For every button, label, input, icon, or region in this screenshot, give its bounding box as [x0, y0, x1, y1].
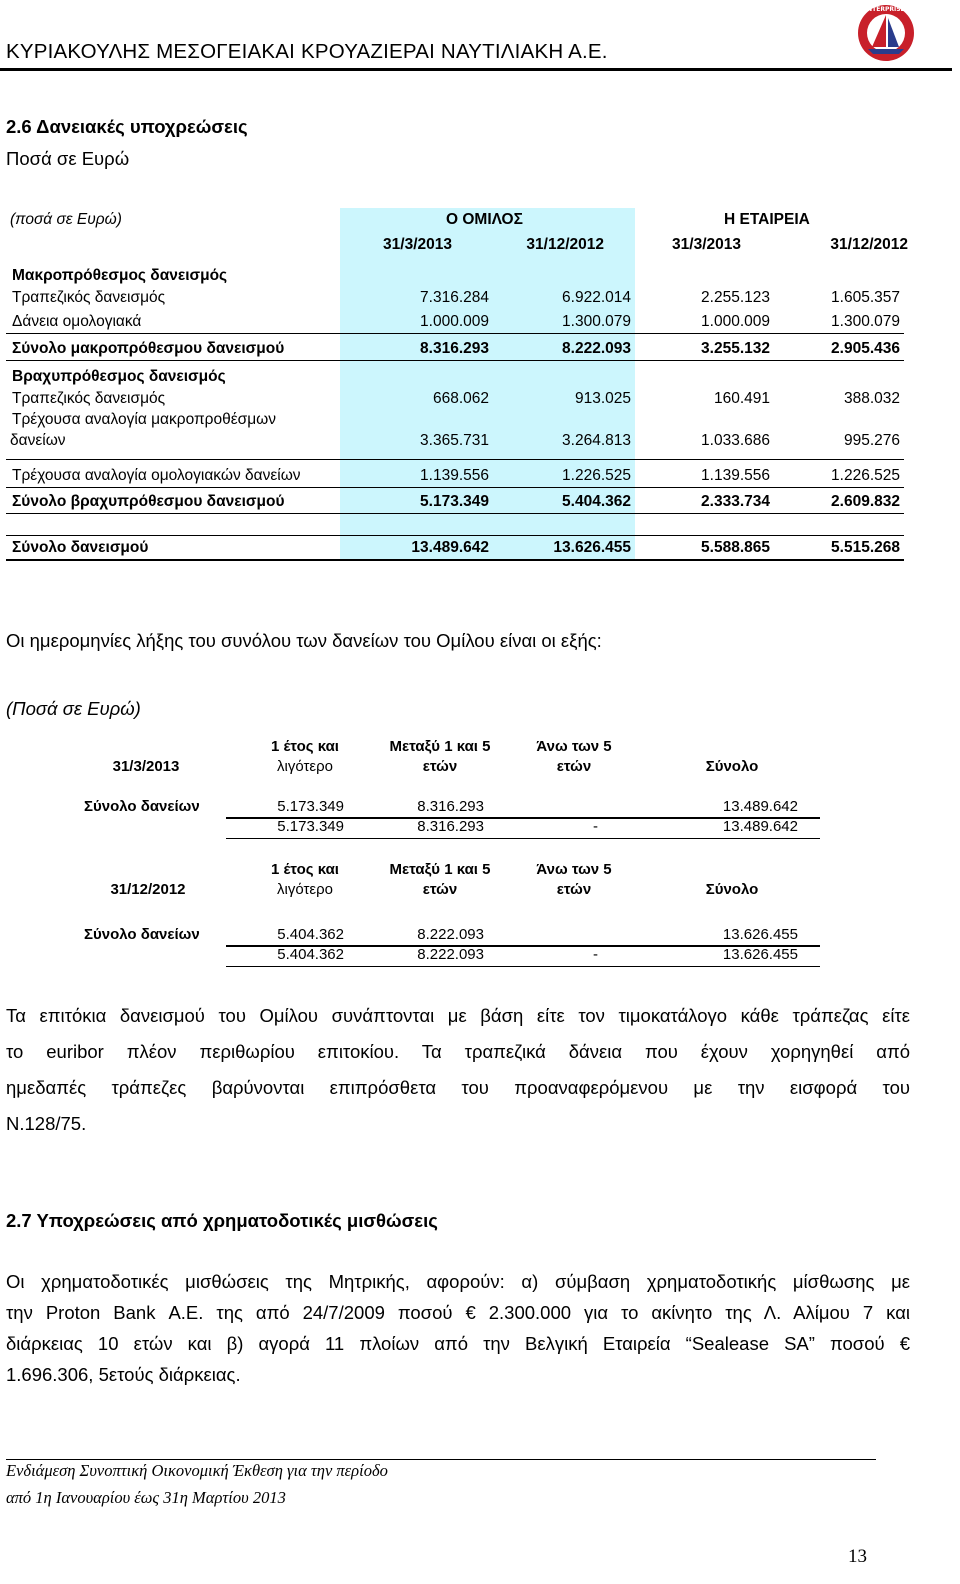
col-header-1to5-sub: ετών	[422, 758, 458, 775]
col-header-1y-sub: λιγότερο	[277, 881, 333, 898]
table-cell: 1.605.357	[831, 289, 900, 306]
block-date: 31/12/2012	[110, 881, 186, 898]
row-label: Σύνολο δανείων	[84, 798, 200, 815]
row-label: Τραπεζικός δανεισμός	[12, 390, 166, 407]
table-cell: 5.173.349	[277, 818, 344, 835]
table-cell: 5.404.362	[277, 926, 344, 943]
row-divider	[6, 459, 904, 460]
col-header-1to5: Μεταξύ 1 και 5	[389, 861, 491, 878]
table-cell: 8.316.293	[420, 340, 489, 357]
col-header-over5-sub: ετών	[556, 881, 592, 898]
table-cell: 1.300.079	[831, 313, 900, 330]
loans-table	[6, 208, 910, 564]
table-cell: 995.276	[843, 432, 900, 449]
table-cell: 1.000.009	[701, 313, 770, 330]
block-date: 31/3/2013	[112, 758, 180, 775]
col-header: 31/12/2012	[830, 236, 908, 253]
row-divider	[6, 487, 904, 488]
table-cell: 1.033.686	[701, 432, 770, 449]
row-label: δανείων	[10, 432, 66, 449]
table-cell: 1.139.556	[420, 467, 489, 484]
table-cell: 5.404.362	[562, 493, 631, 510]
row-label: Σύνολο δανεισμού	[12, 539, 149, 556]
table-cell: 13.626.455	[722, 926, 798, 943]
maturity-table	[6, 736, 820, 974]
col-header-1to5-sub: ετών	[422, 881, 458, 898]
para-line: Ν.128/75.	[6, 1113, 87, 1134]
section-title-leases: 2.7 Υποχρεώσεις από χρηματοδοτικές μισθώσεις	[6, 1210, 438, 1231]
table-cell: 2.255.123	[701, 289, 770, 306]
table-cell: 1.226.525	[831, 467, 900, 484]
table-cell: 2.333.734	[701, 493, 770, 510]
row-label: Σύνολο βραχυπρόθεσμου δανεισμού	[12, 493, 285, 510]
table-cell: 3.255.132	[701, 340, 770, 357]
table-cell: 6.922.014	[562, 289, 631, 306]
row-divider	[226, 966, 820, 967]
col-header-total: Σύνολο	[705, 758, 759, 775]
row-label: Τρέχουσα αναλογία μακροπροθέσμων	[12, 411, 276, 428]
col-header-1y: 1 έτος και	[271, 861, 339, 878]
col-header-over5: Άνω των 5	[536, 861, 612, 878]
table-cell: 913.025	[574, 390, 631, 407]
table-cell: 13.489.642	[722, 818, 798, 835]
table-cell: 1.139.556	[701, 467, 770, 484]
maturity-intro: Οι ημερομηνίες λήξης του συνόλου των δανείων του Ομίλου είναι οι εξής:	[6, 630, 602, 651]
para-line: την Proton Bank Α.Ε. της από 24/7/2009 ποσού € 2.300.000 για το ακίνητο της Λ. Αλίμου 7 και	[6, 1302, 910, 1323]
footer-divider	[6, 1459, 876, 1460]
long-term-heading: Μακροπρόθεσμος δανεισμός	[12, 267, 228, 284]
company-name: ΚΥΡΙΑΚΟΥΛΗΣ ΜΕΣΟΓΕΙΑΚΑΙ ΚΡΟΥΑΖΙΕΡΑΙ ΝΑΥΤΙΛΙΑΚΗ Α.Ε.	[6, 40, 608, 63]
table-cell: 13.626.455	[553, 539, 631, 556]
company-header: Η ΕΤΑΙΡΕΙΑ	[724, 211, 810, 228]
table-unit-label: (ποσά σε Ευρώ)	[10, 211, 122, 228]
header-divider	[0, 68, 952, 71]
para-line: το euribor πλέον περιθωρίου επιτοκίου. Τα τραπεζικά δάνεια που έχουν χορηγηθεί από	[6, 1041, 910, 1062]
table-cell: 1.300.079	[562, 313, 631, 330]
table-cell: -	[593, 818, 598, 835]
short-term-heading: Βραχυπρόθεσμος δανεισμός	[12, 368, 226, 385]
group-header: Ο ΟΜΙΛΟΣ	[446, 211, 523, 228]
table-cell: 13.489.642	[722, 798, 798, 815]
col-header-1y: 1 έτος και	[271, 738, 339, 755]
table-cell: 13.626.455	[722, 946, 798, 963]
col-header: 31/12/2012	[526, 236, 604, 253]
table-cell: 5.588.865	[701, 539, 770, 556]
table-cell: 1.226.525	[562, 467, 631, 484]
table-cell: 3.365.731	[420, 432, 489, 449]
table-cell: 5.173.349	[277, 798, 344, 815]
row-divider	[6, 535, 904, 536]
col-header-total: Σύνολο	[705, 881, 759, 898]
page-number: 13	[848, 1546, 867, 1567]
table-cell: 668.062	[432, 390, 489, 407]
col-header: 31/3/2013	[383, 236, 452, 253]
table-cell: 2.609.832	[831, 493, 900, 510]
table-cell: -	[593, 946, 598, 963]
row-label: Δάνεια ομολογιακά	[12, 313, 142, 330]
section-subtitle-currency: Ποσά σε Ευρώ	[6, 148, 130, 169]
table-bottom-border	[6, 559, 904, 561]
row-divider	[226, 838, 820, 839]
table-cell: 8.222.093	[562, 340, 631, 357]
row-label: Σύνολο μακροπρόθεσμου δανεισμού	[12, 340, 285, 357]
row-label: Τρέχουσα αναλογία ομολογιακών δανείων	[12, 467, 301, 484]
maturity-unit: (Ποσά σε Ευρώ)	[6, 698, 141, 719]
svg-text:ENTERPRISES: ENTERPRISES	[863, 6, 909, 13]
table-cell: 2.905.436	[831, 340, 900, 357]
section-title-loans: 2.6 Δανειακές υποχρεώσεις	[6, 116, 248, 137]
row-divider	[6, 360, 904, 361]
table-cell: 13.489.642	[411, 539, 489, 556]
table-cell: 3.264.813	[562, 432, 631, 449]
para-line: 1.696.306, 5ετούς διάρκειας.	[6, 1364, 241, 1385]
para-line: διάρκειας 10 ετών και β) αγορά 11 πλοίων από την Βελγική Εταιρεία “Sealease SA” ποσού €	[6, 1333, 910, 1354]
interest-paragraph	[6, 998, 910, 1142]
table-cell: 388.032	[843, 390, 900, 407]
table-cell: 8.316.293	[417, 818, 484, 835]
table-cell: 7.316.284	[420, 289, 489, 306]
table-cell: 1.000.009	[420, 313, 489, 330]
col-header: 31/3/2013	[672, 236, 741, 253]
table-cell: 5.173.349	[420, 493, 489, 510]
row-label: Σύνολο δανείων	[84, 926, 200, 943]
para-line: ημεδαπές τράπεζες βαρύνονται επιπρόσθετα του προαναφερόμενου με την εισφορά του	[6, 1077, 910, 1098]
table-cell: 5.515.268	[831, 539, 900, 556]
sailboat-logo-icon	[852, 2, 922, 64]
row-label: Τραπεζικός δανεισμός	[12, 289, 166, 306]
table-cell: 8.316.293	[417, 798, 484, 815]
table-cell: 5.404.362	[277, 946, 344, 963]
para-line: Τα επιτόκια δανεισμού του Ομίλου συνάπτονται με βάση είτε τον τιμοκατάλογο κάθε τράπεζας είτε	[6, 1005, 910, 1026]
table-cell: 8.222.093	[417, 946, 484, 963]
col-header-over5-sub: ετών	[556, 758, 592, 775]
footer-line-1: Ενδιάμεση Συνοπτική Οικονομική Έκθεση για την περίοδο	[6, 1461, 388, 1480]
leases-paragraph	[6, 1266, 910, 1390]
row-divider	[6, 333, 904, 334]
table-cell: 160.491	[713, 390, 770, 407]
col-header-over5: Άνω των 5	[536, 738, 612, 755]
col-header-1to5: Μεταξύ 1 και 5	[389, 738, 491, 755]
row-divider	[6, 513, 904, 514]
para-line: Οι χρηματοδοτικές μισθώσεις της Μητρικής, αφορούν: α) σύμβαση χρηματοδοτικής μίσθωσης με	[6, 1271, 910, 1292]
table-cell: 8.222.093	[417, 926, 484, 943]
footer-line-2: από 1η Ιανουαρίου έως 31η Μαρτίου 2013	[6, 1488, 286, 1507]
col-header-1y-sub: λιγότερο	[277, 758, 333, 775]
